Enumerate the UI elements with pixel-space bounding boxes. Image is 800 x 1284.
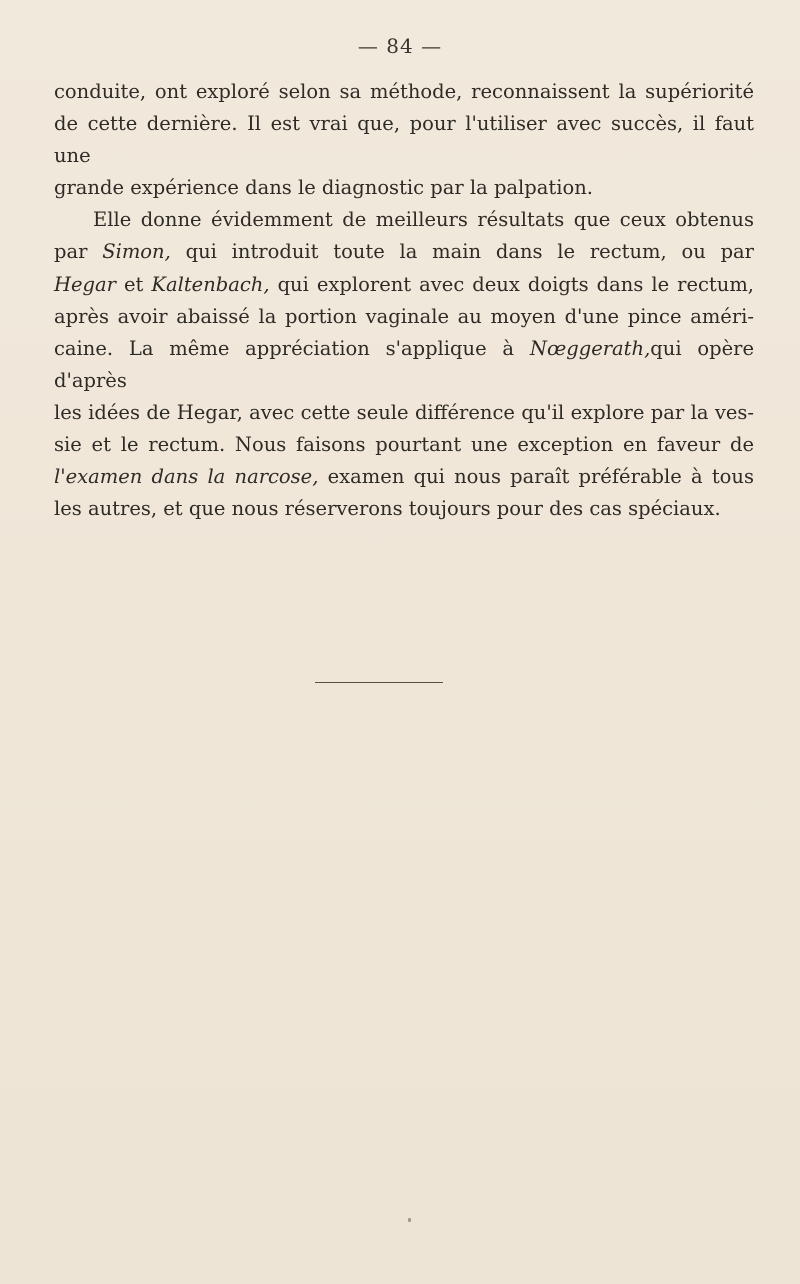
paragraph-1 <box>54 76 754 204</box>
text-line: de cette dernière. Il est vrai que, pour l'utiliser avec succès, il faut une <box>54 112 754 168</box>
section-divider-rule <box>315 682 443 683</box>
text-line <box>54 461 754 493</box>
text-line: Elle donne évidemment de meilleurs résultats que ceux obtenus <box>93 208 754 232</box>
paragraph-2 <box>54 204 754 525</box>
author-name-italic: Kaltenbach, <box>151 272 270 296</box>
text-run: qui explorent avec deux doigts dans le rectum, <box>269 272 755 296</box>
text-line: sie et le rectum. Nous faisons pourtant une exception en faveur de <box>54 433 754 457</box>
paper-speck <box>408 1218 411 1222</box>
text-run: examen qui nous paraît préférable à tous <box>318 465 754 489</box>
author-name-italic: Nœggerath, <box>529 336 651 360</box>
text-line: après avoir abaissé la portion vaginale au moyen d'une pince améri- <box>54 304 754 328</box>
text-line: conduite, ont exploré selon sa méthode, reconnaissent la supériorité <box>54 80 754 103</box>
text-run: caine. La même appréciation s'applique à <box>54 336 530 360</box>
text-line: les idées de Hegar, avec cette seule différence qu'il explore par la ves- <box>54 400 754 424</box>
text-line <box>54 333 754 397</box>
text-line <box>54 269 754 301</box>
text-run: qui opère d'après <box>54 336 755 392</box>
text-line: les autres, et que nous réserverons toujours pour des cas spéciaux. <box>54 497 721 521</box>
text-line: grande expérience dans le diagnostic par la palpation. <box>54 176 593 200</box>
text-run: par <box>54 240 103 264</box>
text-line <box>54 236 754 268</box>
author-name-italic: Hegar <box>54 272 116 296</box>
author-name-italic: Simon, <box>102 240 171 264</box>
page-number: — 84 — <box>357 34 443 58</box>
body-text <box>54 76 754 525</box>
text-run: et <box>115 272 152 296</box>
emphasis-italic: l'examen dans la narcose, <box>54 465 319 489</box>
text-run: qui introduit toute la main dans le rectum, ou par <box>170 240 754 264</box>
